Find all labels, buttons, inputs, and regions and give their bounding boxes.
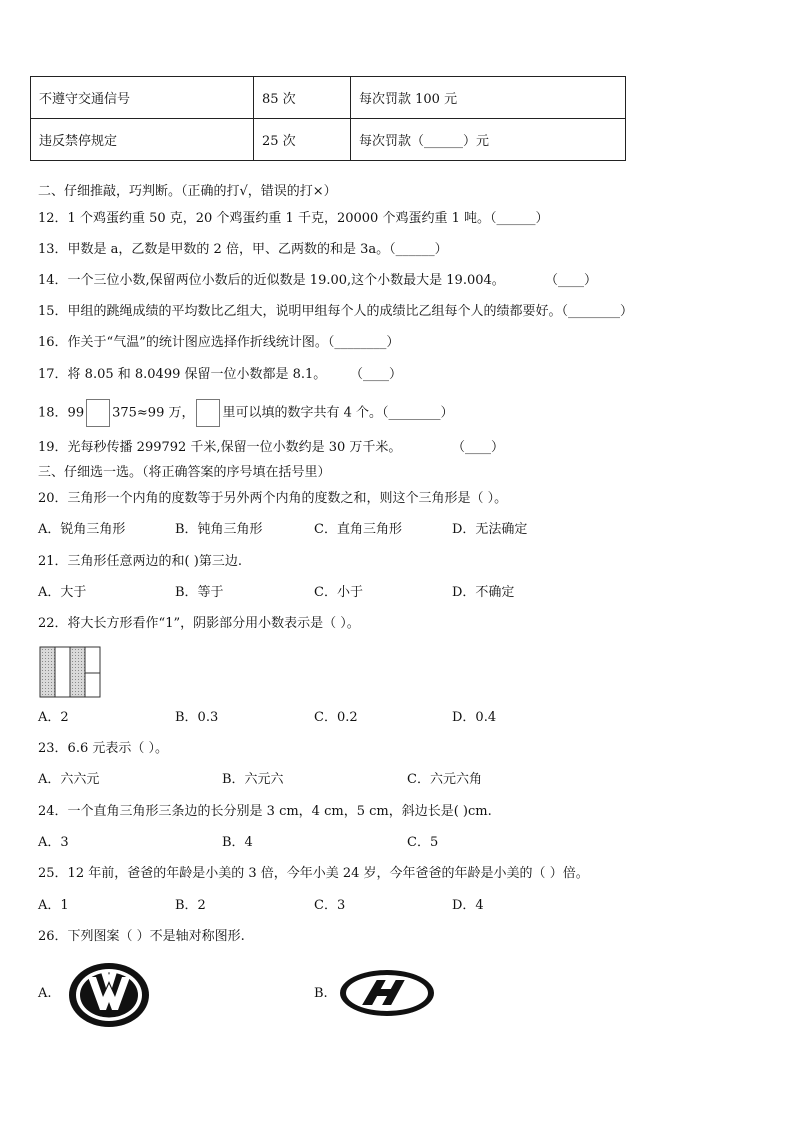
answer-blank: （____） (545, 273, 598, 288)
option-d: D．不确定 (452, 585, 515, 600)
option-b: B．钝角三角形 (175, 522, 263, 537)
section-heading: 三、仔细选一选。（将正确答案的序号填在括号里） (38, 465, 331, 480)
question-24: 24．一个直角三角形三条边的长分别是 3 cm，4 cm，5 cm，斜边长是( )cm. (38, 804, 492, 819)
table-cell-count: 25 次 (254, 119, 351, 161)
question-15: 15．甲组的跳绳成绩的平均数比乙组大，说明甲组每个人的成绩比乙组每个人的绩都要好。（________） (38, 304, 634, 319)
question-26: 26．下列图案（ ）不是轴对称图形. (38, 929, 245, 944)
shaded-column (70, 647, 85, 697)
option-d: D．无法确定 (452, 522, 528, 537)
option-c: C．5 (407, 835, 439, 850)
answer-blank: （____） (452, 440, 505, 455)
question-23: 23．6.6 元表示（ ）。 (38, 741, 168, 756)
question-18 (38, 399, 454, 427)
option-a: A．大于 (38, 585, 87, 600)
option-b: B．2 (175, 898, 206, 913)
table-row (31, 77, 626, 119)
option-c: C．六元六角 (407, 772, 482, 787)
question-16: 16．作关于“气温”的统计图应选择作折线统计图。（________） (38, 335, 400, 350)
option-c: C．小于 (314, 585, 363, 600)
option-a: A．2 (38, 710, 69, 725)
question-14: 14．一个三位小数,保留两位小数后的近似数是 19.00,这个小数最大是 19.004。 (38, 273, 505, 288)
option-b: B．4 (222, 835, 253, 850)
option-b: B．0.3 (175, 710, 219, 725)
question-22: 22．将大长方形看作“1”，阴影部分用小数表示是（ ）。 (38, 616, 360, 631)
blank-column (55, 647, 70, 697)
option-a: A．锐角三角形 (38, 522, 126, 537)
question-17: 17．将 8.05 和 8.0499 保留一位小数都是 8.1。 (38, 367, 327, 382)
vw-logo-icon (66, 960, 152, 1030)
option-b: B．等于 (175, 585, 224, 600)
option-c: C．直角三角形 (314, 522, 402, 537)
table-cell-violation: 不遵守交通信号 (31, 77, 254, 119)
option-c: C．3 (314, 898, 346, 913)
option-b: B．六元六 (222, 772, 284, 787)
question-20: 20．三角形一个内角的度数等于另外两个内角的度数之和，则这个三角形是（ ）。 (38, 491, 508, 506)
question-12: 12．1 个鸡蛋约重 50 克，20 个鸡蛋约重 1 千克，20000 个鸡蛋约重 1 吨。（______） (38, 211, 549, 226)
option-d: D．0.4 (452, 710, 497, 725)
question-13: 13．甲数是 a，乙数是甲数的 2 倍，甲、乙两数的和是 3a。（______） (38, 242, 448, 257)
section-heading: 二、仔细推敲，巧判断。（正确的打√，错误的打×） (38, 184, 337, 199)
option-a: A．六六元 (38, 772, 100, 787)
question-18-part-a: 18．99 (38, 405, 85, 421)
table-cell-fine: 每次罚款 100 元 (351, 77, 626, 119)
question-18-part-b: 375≈99 万， (112, 405, 195, 421)
table-cell-fine: 每次罚款（______）元 (351, 119, 626, 161)
fill-box (86, 399, 110, 427)
answer-blank: （____） (350, 367, 403, 382)
question-19: 19．光每秒传播 299792 千米,保留一位小数约是 30 万千米。 (38, 440, 402, 455)
blank-column (85, 647, 100, 697)
option-c: C．0.2 (314, 710, 358, 725)
rectangle-figure (39, 646, 101, 698)
option-a: A. (38, 986, 52, 1001)
shaded-column (40, 647, 55, 697)
option-a: A．1 (38, 898, 69, 913)
option-b: B. (314, 986, 328, 1001)
table-cell-violation: 违反禁停规定 (31, 119, 254, 161)
table-cell-count: 85 次 (254, 77, 351, 119)
option-a: A．3 (38, 835, 69, 850)
question-25: 25．12 年前，爸爸的年龄是小美的 3 倍，今年小美 24 岁，今年爸爸的年龄是小美的（ ）倍。 (38, 866, 589, 881)
fill-box (196, 399, 220, 427)
table-row (31, 119, 626, 161)
hyundai-logo-icon (338, 968, 436, 1018)
question-18-part-c: 里可以填的数字共有 4 个。（________） (222, 405, 454, 421)
option-d: D．4 (452, 898, 484, 913)
fines-table (30, 76, 626, 161)
question-21: 21．三角形任意两边的和( )第三边. (38, 554, 242, 569)
